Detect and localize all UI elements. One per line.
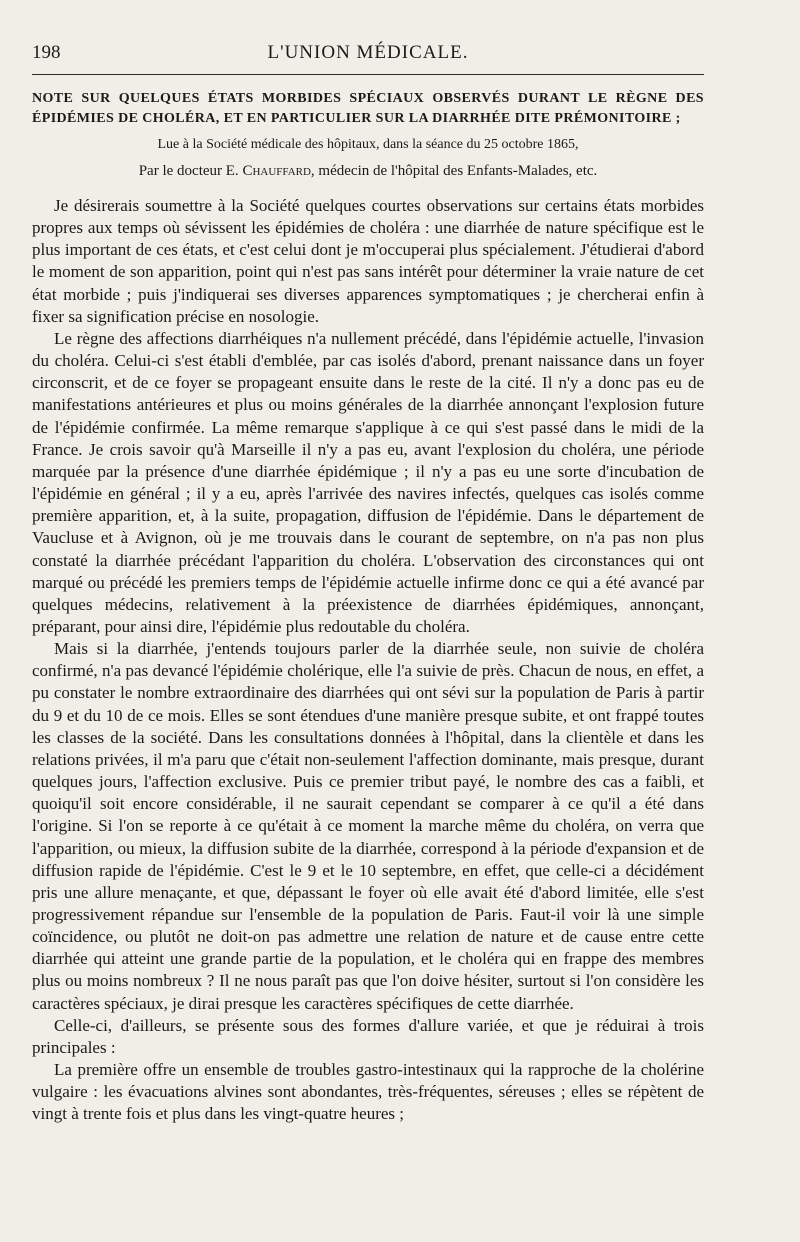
article-title: NOTE SUR QUELQUES ÉTATS MORBIDES SPÉCIAUX OBSERVÉS DURANT LE RÈGNE DES ÉPIDÉMIES DE CHOLÉRA, ET EN PARTICULIER SUR LA DIARRHÉE DITE PRÉMONITOIRE ; [32, 91, 704, 126]
header-rule [32, 74, 704, 75]
paragraph: Je désirerais soumettre à la Société quelques courtes observations sur certains états morbides propres aux temps où sévissent les épidémies de choléra : une diarrhée de nature spécifique est le plus important de ces états, et c'est celui dont je m'occuperai plus spécialement. J'étudierai d'abord le moment de son apparition, point qui n'est pas sans intérêt pour déterminer la vraie nature de cet état morbide ; puis j'indiquerai ses diverses apparences symptomatiques ; je chercherai enfin à fixer sa signification précise en nosologie. [32, 196, 704, 326]
paragraph: Le règne des affections diarrhéiques n'a nullement précédé, dans l'épidémie actuelle, l'invasion du choléra. Celui-ci s'est établi d'emblée, par cas isolés d'abord, prenant naissance dans un foyer circonscrit, et de ce foyer se propageant ensuite dans le reste de la cité. Il n'y a donc pas eu de manifestations antérieures et plus ou moins générales de la diarrhée annonçant l'explosion future de l'épidémie confirmée. La même remarque s'applique à ce qui s'est passé dans le midi de la France. Je crois savoir qu'à Marseille il n'y a pas eu, avant l'explosion du choléra, une période marquée par la présence d'une diarrhée épidémique ; il n'y a pas eu une sorte d'incubation de l'épidémie en général ; il y a eu, après l'arrivée des navires infectés, quelques cas isolés comme première apparition, et, à la suite, propagation, diffusion de l'épidémie. Dans le département de Vaucluse et à Avignon, où je me trouvais dans le courant de septembre, on n'a pas non plus constaté la diarrhée précédant l'apparition du choléra. L'observation des circonstances qui ont marqué ou précédé les premiers temps de l'épidémie actuelle infirme donc ce qui a été avancé par quelques médecins, relativement à la préexistence de diarrhées épidémiques, annonçant, préparant, pour ainsi dire, l'épidémie plus redoutable du choléra. [32, 328, 704, 636]
page-number: 198 [32, 42, 61, 63]
author-prefix: Par le docteur E. [138, 163, 239, 179]
running-head [32, 40, 704, 68]
paragraph: Celle-ci, d'ailleurs, se présente sous des formes d'allure variée, et que je réduirai à trois principales : [32, 1015, 704, 1057]
paragraph: Mais si la diarrhée, j'entends toujours parler de la diarrhée seule, non suivie de choléra confirmé, n'a pas devancé l'épidémie cholérique, elle l'a suivie de près. Chacun de nous, en effet, a pu constater le nombre extraordinaire des diarrhées qui ont sévi sur la population de Paris à partir du 9 et du 10 de ce mois. Elles se sont étendues d'une manière presque subite, et ont frappé toutes les classes de la société. Dans les consultations données à l'hôpital, dans la clientèle et dans les relations privées, il m'a paru que c'était non-seulement l'affection dominante, mais presque, durant quelques jours, l'affection exclusive. Puis ce premier tribut payé, le nombre des cas a faibli, et quoiqu'il soit encore considérable, il ne saurait cependant se comparer à ce qu'il a été dans l'origine. Si l'on se reporte à ce qu'était à ce moment la marche même du choléra, on verra que l'apparition, ou mieux, la diffusion subite de la diarrhée, correspond à la période d'expansion et de diffusion rapide de l'épidémie. C'est le 9 et le 10 septembre, en effet, que celle-ci a décidément pris une allure menaçante, et que, dépassant le foyer où elle avait été d'abord limitée, elle s'est progressivement répandue sur l'ensemble de la population de Paris. Faut-il voir là une simple coïncidence, ou plutôt ne doit-on pas admettre une relation de nature et de cause entre cette diarrhée qui atteint une grande partie de la population, et le choléra qui en frappe des membres plus ou moins nombreux ? Il ne nous paraît pas que l'on doive hésiter, surtout si l'on considère les caractères spéciaux, je dirai presque les caractères spécifiques de cette diarrhée. [32, 639, 704, 1013]
author-line [32, 161, 704, 181]
author-suffix: , médecin de l'hôpital des Enfants-Malades, etc. [310, 163, 598, 179]
read-at-note: Lue à la Société médicale des hôpitaux, dans la séance du 25 octobre 1865, [157, 137, 579, 152]
paragraph: La première offre un ensemble de troubles gastro-intestinaux qui la rapproche de la cholérine vulgaire : les évacuations alvines sont abondantes, très-fréquentes, séreuses ; elles se répètent de vingt à trente fois et plus dans les vingt-quatre heures ; [32, 1060, 704, 1124]
journal-title: L'UNION MÉDICALE. [267, 42, 469, 63]
author-name: Chauffard [242, 163, 311, 179]
article-body [32, 195, 704, 1126]
page [32, 40, 704, 1126]
